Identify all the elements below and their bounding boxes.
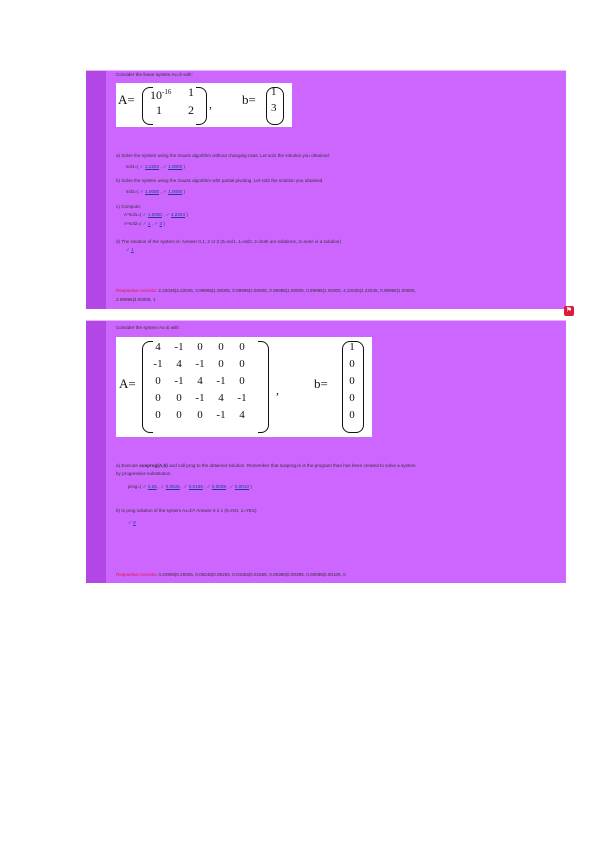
check-icon: ✓ bbox=[142, 212, 147, 217]
check-icon: ✓ bbox=[139, 164, 144, 169]
answer-line-c1: A*sol1=( ✓ 1.0000 , ✓ 4.2204 ) bbox=[124, 212, 188, 217]
check-icon: ✓ bbox=[139, 189, 144, 194]
question-card-1: Consider the linear system Ax=b with: A= $10^{-16}$ 1 1 2 , b= 1 3 a) Solve the system using the Gauss algorithm without changing rows. Let sol1 the solution you obtained. sol1=( ✓ 2.2204 , ✓ 1.0000 ) b) Solve the system using the Gauss algorithm whit partial pivoting. Let sol2 the solution you obtained. sol2=( ✓ 1.0000 , ✓ 1.0000 ) c) Compute: A*sol1=( ✓ 1.0000 , ✓ 4.2204 ) A*sol2=( ✓ 1 , ✓ 3 ) d) The solution of the system is: Answer 0,1, 2 or 3 (0=sol1, 1=sol2, 2=both are solutions, 3=none is a solution) ✓ 1 Respuesta correcta: 2.22035|2.22045, 0.99995|1.00005, 0.99995|1.00005, 0.99995|1.00005, 0.99995|1.00005, 4.22035|4.22045, 0.99995|1.00005, 2.99995|3.00005, 1 bbox=[86, 70, 566, 309]
matrix-image: A= 4 -1 0 0 0 -1 4 -1 0 0 0 -1 4 -1 0 0 0 -1 4 -1 0 0 0 -1 4 , b= 1 0 0 0 0 bbox=[116, 337, 372, 437]
question-info-stripe bbox=[86, 321, 106, 583]
question-intro: Consider the linear system Ax=b with: bbox=[116, 72, 193, 77]
matrix-entry: 0 bbox=[197, 409, 203, 421]
correct-answer: Respuesta correcta: 2.22035|2.22045, 0.99995|1.00005, 0.99995|1.00005, 0.99995|1.00005, 0.99995|1.00005, 4.22035|4.22045, 0.99995|1.00005, bbox=[116, 288, 416, 293]
check-icon: ✓ bbox=[154, 221, 159, 226]
answer-line-d: ✓ 1 bbox=[126, 247, 134, 252]
matrix-entry: -1 bbox=[237, 392, 247, 404]
matrix-entry: 0 bbox=[176, 392, 182, 404]
question-card-2: Consider the system Ax=b with A= 4 -1 0 0 0 -1 4 -1 0 0 0 -1 4 -1 0 0 0 -1 4 -1 0 0 0 -1 4 , b= 1 0 0 0 0 a) Execute susprog(A,b) and call prog to the obtained solution. Remember that susprog.m is the program than has been created to solve a system by progressive substitution. prog=( ✓ 0.25 , ✓ 0.0625 , ✓ 0.0156 , ✓ 0.0039 , ✓ 0.0010 ) b) Is prog solution of the system Ax=b? Answer 0 ó 1 (0=NO, 1=YES) ✓ 0 Respuesta correcta: 0.24995|0.25005, 0.06245|0.06255, 0.01555|0.01565, 0.00385|0.00395, 0.00095|0.00105, 0 bbox=[86, 320, 566, 583]
matrix-image: A= $10^{-16}$ 1 1 2 , b= 1 3 bbox=[116, 83, 292, 127]
check-icon: ✓ bbox=[229, 484, 234, 489]
check-icon: ✓ bbox=[128, 520, 132, 525]
matrix-entry: -1 bbox=[195, 392, 205, 404]
vector-entry: 0 bbox=[349, 375, 355, 387]
matrix-entry: 4 bbox=[197, 375, 203, 387]
check-icon: ✓ bbox=[160, 484, 165, 489]
check-icon: ✓ bbox=[142, 221, 147, 226]
answer-line-prog: prog=( ✓ 0.25 , ✓ 0.0625 , ✓ 0.0156 , ✓ 0.0039 , ✓ 0.0010 ) bbox=[128, 484, 252, 489]
vector-entry: 1 bbox=[349, 341, 355, 353]
question-info-stripe bbox=[86, 71, 106, 309]
matrix-entry: 4 bbox=[155, 341, 161, 353]
check-icon: ✓ bbox=[126, 247, 130, 252]
check-icon: ✓ bbox=[206, 484, 211, 489]
matrix-entry: 0 bbox=[197, 341, 203, 353]
matrix-entry: 0 bbox=[239, 341, 245, 353]
check-icon: ✓ bbox=[183, 484, 188, 489]
flag-icon[interactable]: ⚑ bbox=[565, 307, 573, 314]
check-icon: ✓ bbox=[162, 164, 167, 169]
answer-line-b: sol2=( ✓ 1.0000 , ✓ 1.0000 ) bbox=[126, 189, 185, 194]
matrix-entry: -1 bbox=[153, 358, 163, 370]
matrix-entry: -1 bbox=[195, 358, 205, 370]
matrix-entry: 0 bbox=[218, 341, 224, 353]
check-icon: ✓ bbox=[165, 212, 170, 217]
matrix-entry: 4 bbox=[218, 392, 224, 404]
check-icon: ✓ bbox=[142, 484, 147, 489]
answer-line-a: sol1=( ✓ 2.2204 , ✓ 1.0000 ) bbox=[126, 164, 185, 169]
matrix-entry: -1 bbox=[174, 375, 184, 387]
matrix-entry: 0 bbox=[218, 358, 224, 370]
matrix-entry: 0 bbox=[239, 375, 245, 387]
matrix-entry: 0 bbox=[155, 392, 161, 404]
correct-answer: Respuesta correcta: 0.24995|0.25005, 0.06245|0.06255, 0.01555|0.01565, 0.00385|0.00395, 0.00095|0.00105, 0 bbox=[116, 572, 346, 577]
matrix-entry: -1 bbox=[216, 375, 226, 387]
matrix-entry: 0 bbox=[155, 409, 161, 421]
matrix-entry: 0 bbox=[239, 358, 245, 370]
matrix-entry: -1 bbox=[174, 341, 184, 353]
matrix-entry: 4 bbox=[176, 358, 182, 370]
vector-entry: 0 bbox=[349, 392, 355, 404]
matrix-entry: 4 bbox=[239, 409, 245, 421]
check-icon: ✓ bbox=[162, 189, 167, 194]
matrix-entry: 0 bbox=[176, 409, 182, 421]
matrix-entry: 0 bbox=[155, 375, 161, 387]
vector-entry: 0 bbox=[349, 409, 355, 421]
vector-entry: 0 bbox=[349, 358, 355, 370]
answer-line-c2: A*sol2=( ✓ 1 , ✓ 3 ) bbox=[124, 221, 165, 226]
answer-line-b: ✓ 0 bbox=[128, 520, 136, 525]
matrix-entry: -1 bbox=[216, 409, 226, 421]
question-intro: Consider the system Ax=b with bbox=[116, 325, 179, 330]
